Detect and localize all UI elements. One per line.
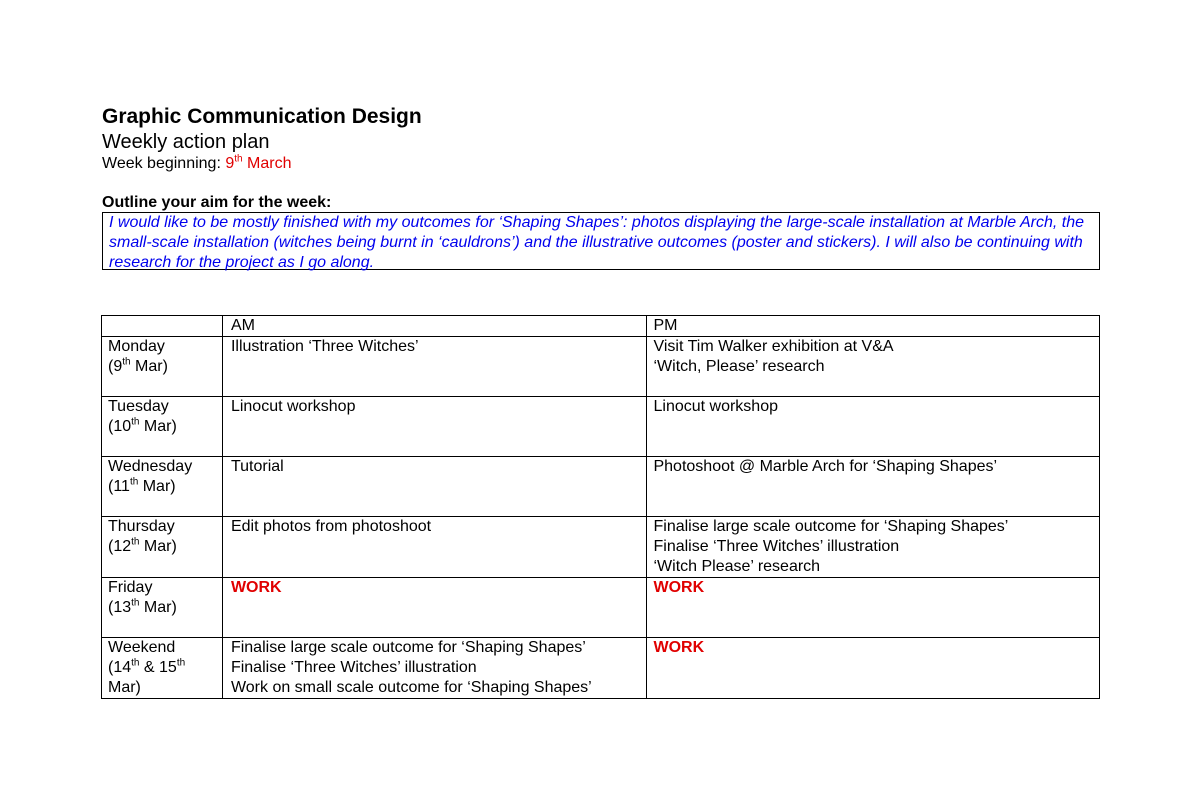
am-cell[interactable] [222,517,647,578]
task-item: Illustration ‘Three Witches’ [230,338,419,355]
aim-heading: Outline your aim for the week: [102,194,332,211]
task-item: Finalise large scale outcome for ‘Shaping Shapes’ [230,639,586,656]
week-day: 9 [225,155,235,172]
aim-text-box[interactable]: I would like to be mostly finished with my outcomes for ‘Shaping Shapes’: photos displaying the large-scale installation at Marble Arch, the small-scale installation (witches being burnt in ‘cauldrons’) and the illustrative outcomes (poster and stickers). I will also be continuing with research for the project as I go along. [102,212,1100,270]
table-row [102,578,1100,638]
work-label: WORK [653,579,705,596]
pm-cell[interactable] [647,397,1100,457]
day-cell [102,397,223,457]
day-cell [102,578,223,638]
table-row [102,457,1100,517]
task-item: Finalise ‘Three Witches’ illustration [230,659,477,676]
day-cell [102,638,223,699]
am-cell[interactable] [222,457,647,517]
day-cell [102,337,223,397]
task-item: ‘Witch Please’ research [653,558,821,575]
day-cell [102,517,223,578]
day-date: (11th Mar) [108,476,176,495]
work-label: WORK [653,639,705,656]
day-date: (9th Mar) [108,356,168,375]
table-header-row [102,316,1100,337]
document-subtitle: Weekly action plan [102,131,270,153]
day-name: Wednesday [108,458,193,475]
week-month: March [242,155,292,172]
document-title: Graphic Communication Design [102,105,422,128]
pm-cell[interactable] [647,337,1100,397]
task-item: Linocut workshop [653,398,778,415]
day-cell [102,457,223,517]
table-row [102,638,1100,699]
week-label: Week beginning: [102,155,226,172]
day-name: Tuesday [108,398,169,415]
task-item: Finalise ‘Three Witches’ illustration [653,538,900,555]
work-label: WORK [230,579,282,596]
day-name: Monday [108,338,165,355]
task-item: Visit Tim Walker exhibition at V&A [653,338,894,355]
day-date: (14th & 15th [108,657,186,676]
task-item: Edit photos from photoshoot [230,518,432,535]
day-date-cont: Mar) [108,679,141,696]
document-page [102,104,1100,270]
day-date: (10th Mar) [108,416,177,435]
table-row [102,397,1100,457]
header-cell-am: AM [222,316,647,337]
day-date: (13th Mar) [108,597,177,616]
day-date: (12th Mar) [108,536,177,555]
task-item: Photoshoot @ Marble Arch for ‘Shaping Shapes’ [653,458,998,475]
pm-cell[interactable] [647,638,1100,699]
am-cell[interactable] [222,638,647,699]
week-beginning [102,154,1100,174]
day-name: Weekend [108,639,176,656]
day-name: Friday [108,579,153,596]
weekly-plan-table [101,315,1100,699]
table-row [102,517,1100,578]
pm-cell[interactable] [647,457,1100,517]
task-item: Work on small scale outcome for ‘Shaping Shapes’ [230,679,592,696]
task-item: Tutorial [230,458,284,475]
week-sup: th [234,153,243,165]
header-cell-empty [102,316,223,337]
table-row [102,337,1100,397]
task-item: Linocut workshop [230,398,356,415]
day-name: Thursday [108,518,175,535]
task-item: Finalise large scale outcome for ‘Shaping Shapes’ [653,518,1009,535]
week-date [225,155,291,172]
am-cell[interactable] [222,578,647,638]
am-cell[interactable] [222,337,647,397]
task-item: ‘Witch, Please’ research [653,358,825,375]
pm-cell[interactable] [647,517,1100,578]
pm-cell[interactable] [647,578,1100,638]
header-cell-pm: PM [647,316,1100,337]
am-cell[interactable] [222,397,647,457]
